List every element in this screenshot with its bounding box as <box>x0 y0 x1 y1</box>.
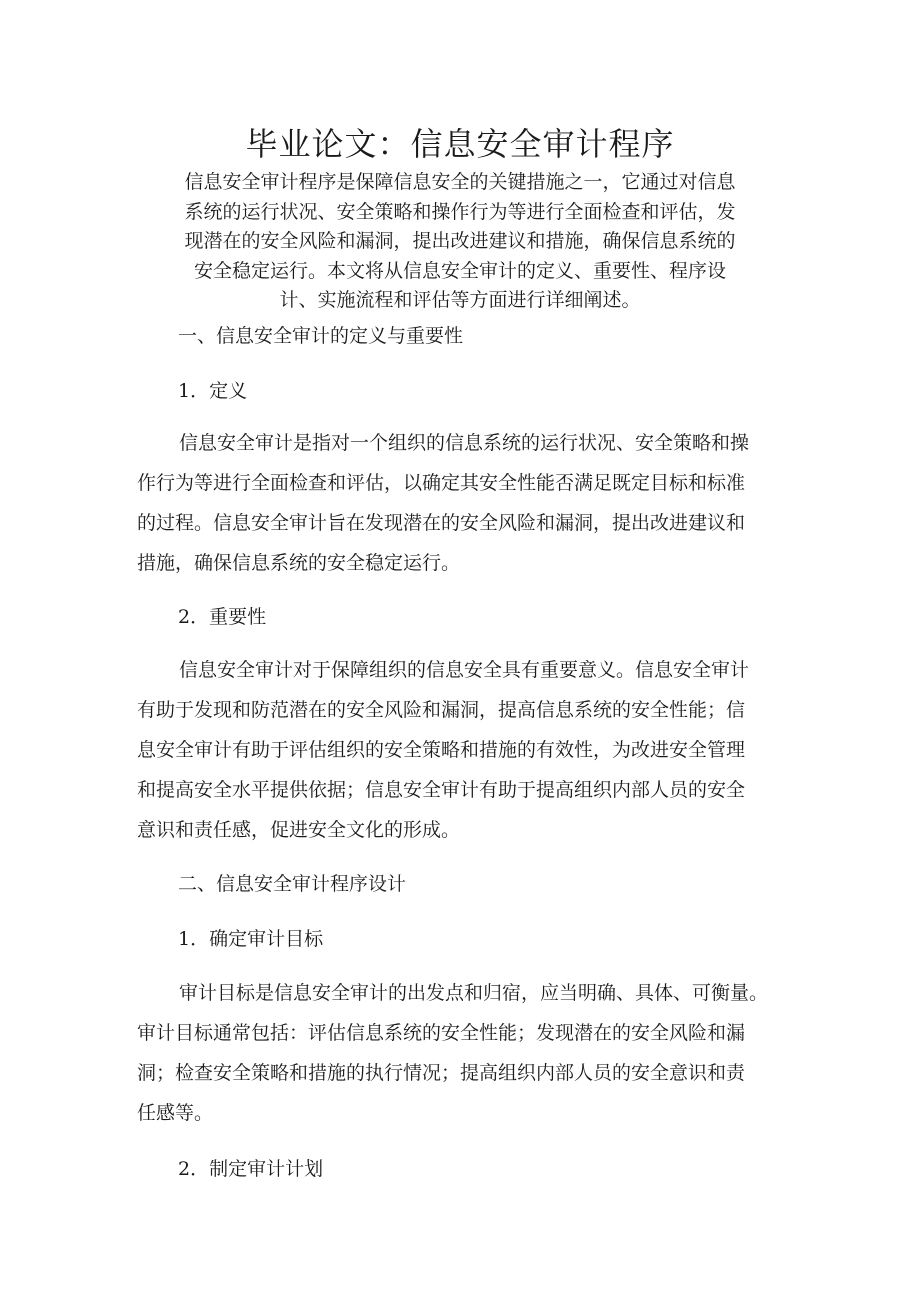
paragraph-line: 意识和责任感，促进安全文化的形成。 <box>137 819 461 841</box>
section-1-2-paragraph <box>137 650 777 850</box>
paragraph-line: 信息安全审计对于保障组织的信息安全具有重要意义。信息安全审计 <box>179 659 750 681</box>
paragraph-line: 息安全审计有助于评估组织的安全策略和措施的有效性，为改进安全管理 <box>137 739 746 761</box>
abstract <box>150 168 770 316</box>
abstract-line: 系统的运行状况、安全策略和操作行为等进行全面检查和评估，发 <box>184 200 736 223</box>
paragraph-line: 审计目标通常包括：评估信息系统的安全性能；发现潜在的安全风险和漏 <box>137 1022 746 1044</box>
paragraph-line: 的过程。信息安全审计旨在发现潜在的安全风险和漏洞，提出改进建议和 <box>137 512 746 534</box>
abstract-line: 信息安全审计程序是保障信息安全的关键措施之一，它通过对信息 <box>184 171 736 193</box>
paragraph-line: 措施，确保信息系统的安全稳定运行。 <box>137 552 461 574</box>
section-2-1-heading: 1．确定审计目标 <box>178 928 324 950</box>
abstract-line: 现潜在的安全风险和漏洞，提出改进建议和措施，确保信息系统的 <box>184 230 736 252</box>
paragraph-line: 洞；检查安全策略和措施的执行情况；提高组织内部人员的安全意识和责 <box>137 1062 746 1084</box>
paragraph-line: 作行为等进行全面检查和评估，以确定其安全性能否满足既定目标和标准 <box>137 472 746 494</box>
paragraph-line: 信息安全审计是指对一个组织的信息系统的运行状况、安全策略和操 <box>179 432 750 454</box>
abstract-line: 安全稳定运行。本文将从信息安全审计的定义、重要性、程序设 <box>193 259 726 282</box>
abstract-line: 计、实施流程和评估等方面进行详细阐述。 <box>279 289 641 311</box>
section-1-1-paragraph <box>137 423 777 583</box>
section-1-2-heading: 2．重要性 <box>178 606 267 628</box>
section-2-1-paragraph <box>137 973 777 1133</box>
paragraph-line: 有助于发现和防范潜在的安全风险和漏洞，提高信息系统的安全性能；信 <box>137 699 746 721</box>
paragraph-line: 任感等。 <box>137 1102 214 1124</box>
section-1-1-heading: 1．定义 <box>178 380 248 402</box>
section-1-heading: 一、信息安全审计的定义与重要性 <box>178 325 464 347</box>
section-2-heading: 二、信息安全审计程序设计 <box>178 873 407 895</box>
paragraph-line: 和提高安全水平提供依据；信息安全审计有助于提高组织内部人员的安全 <box>137 779 746 801</box>
paragraph-line: 审计目标是信息安全审计的出发点和归宿，应当明确、具体、可衡量。 <box>179 982 769 1004</box>
document-title: 毕业论文：信息安全审计程序 <box>245 125 675 163</box>
section-2-2-heading: 2．制定审计计划 <box>178 1158 324 1180</box>
